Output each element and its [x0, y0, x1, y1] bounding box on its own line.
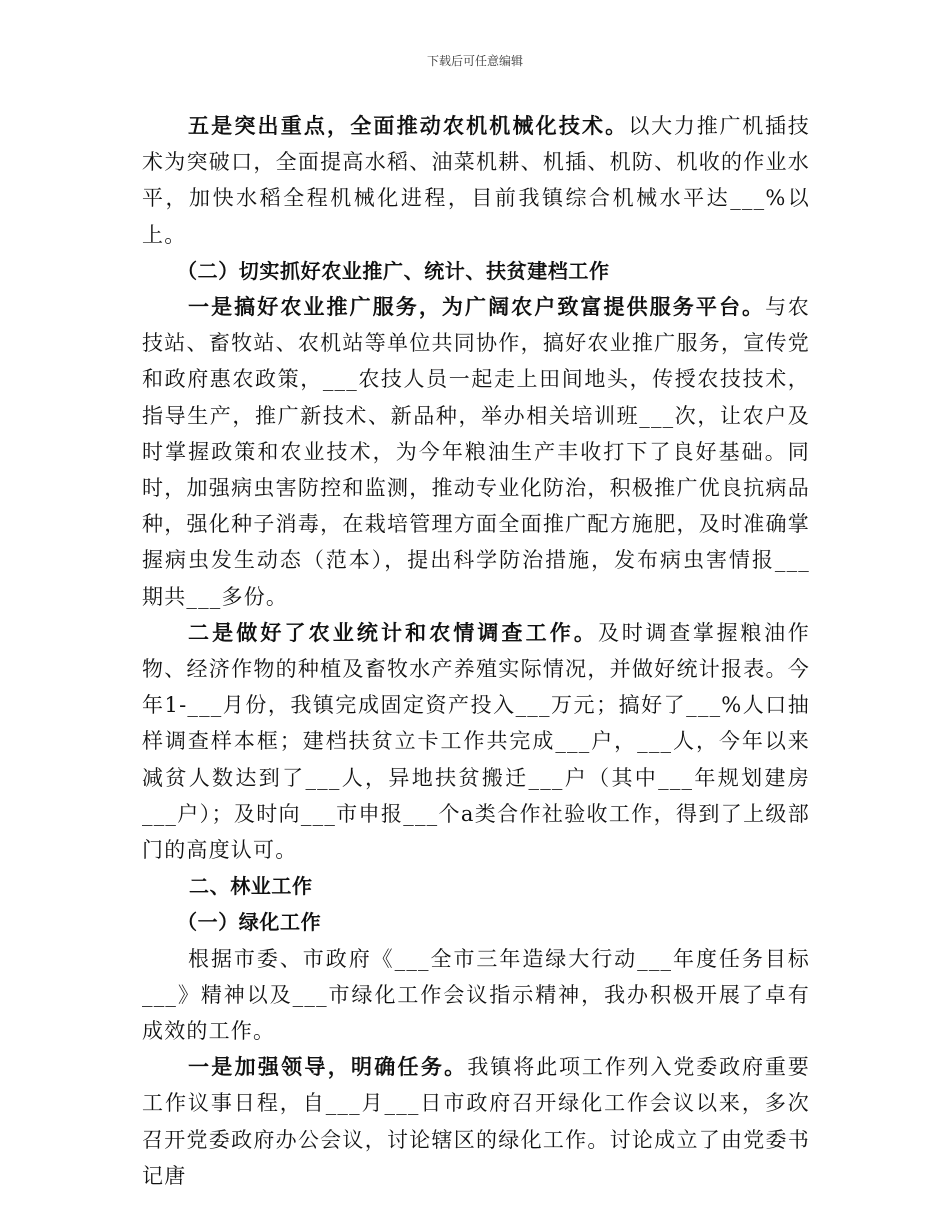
paragraph-mechanization [142, 108, 810, 253]
section-heading-agri-promotion: （二）切实抓好农业推广、统计、扶贫建档工作 [177, 258, 610, 283]
lead-sentence: 一是加强领导，明确任务。 [188, 1054, 468, 1080]
paragraph-text: 我镇将此项工作列入党委政府重要工作议事日程，自___月___日市政府召开绿化工作会议以来，多次召开党委政府办公会议，讨论辖区的绿化工作。讨论成立了由党委书记唐 [142, 1055, 811, 1188]
document-body [142, 108, 810, 1194]
page-header: 下载后可任意编辑 [426, 54, 523, 68]
paragraph-greening-intro [142, 941, 810, 1050]
lead-sentence: 五是突出重点，全面推动农机机械化技术。 [188, 113, 629, 138]
paragraph-promotion-service [142, 289, 810, 615]
paragraph-text: 根据市委、市政府《___全市三年造绿大行动___年度任务目标___》精神以及___市绿化工作会议指示精神，我办积极开展了卓有成效的工作。 [142, 946, 810, 1044]
paragraph-statistics [142, 615, 810, 868]
paragraph-text: 及时调查掌握粮油作物、经济作物的种植及畜牧水产养殖实际情况，并做好统计报表。今年1-___月份，我镇完成固定资产投入___万元；搞好了___%人口抽样调查样本框；建档扶贫立卡工作共完成___户，___人，今年以来减贫人数达到了___人，异地扶贫搬迁___户（其中___年规划建房___户）；及时向___市申报___个a类合作社验收工作，得到了上级部门的高度认可。 [142, 620, 810, 863]
section-heading-greening: （一）绿化工作 [177, 910, 322, 935]
paragraph-text: 与农技站、畜牧站、农机站等单位共同协作，搞好农业推广服务，宣传党和政府惠农政策，___农技人员一起走上田间地头，传授农技技术，指导生产，推广新技术、新品种，举办相关培训班___次，让农户及时掌握政策和农业技术，为今年粮油生产丰收打下了良好基础。同时，加强病虫害防控和监测，推动专业化防治，积极推广优良抗病品种，强化种子消毒，在栽培管理方面全面推广配方施肥，及时准确掌握病虫发生动态（范本），提出科学防治措施，发布病虫害情报___期共___多份。 [142, 295, 810, 609]
section-heading-forestry: 二、林业工作 [189, 874, 313, 899]
paragraph-leadership [142, 1049, 810, 1194]
lead-sentence: 二是做好了农业统计和农情调查工作。 [188, 619, 599, 645]
paragraph-text: 以大力推广机插技术为突破口，全面提高水稻、油菜机耕、机插、机防、机收的作业水平，加快水稻全程机械化进程，目前我镇综合机械水平达___%以上。 [142, 114, 810, 247]
lead-sentence: 一是搞好农业推广服务，为广阔农户致富提供服务平台。 [188, 294, 766, 320]
